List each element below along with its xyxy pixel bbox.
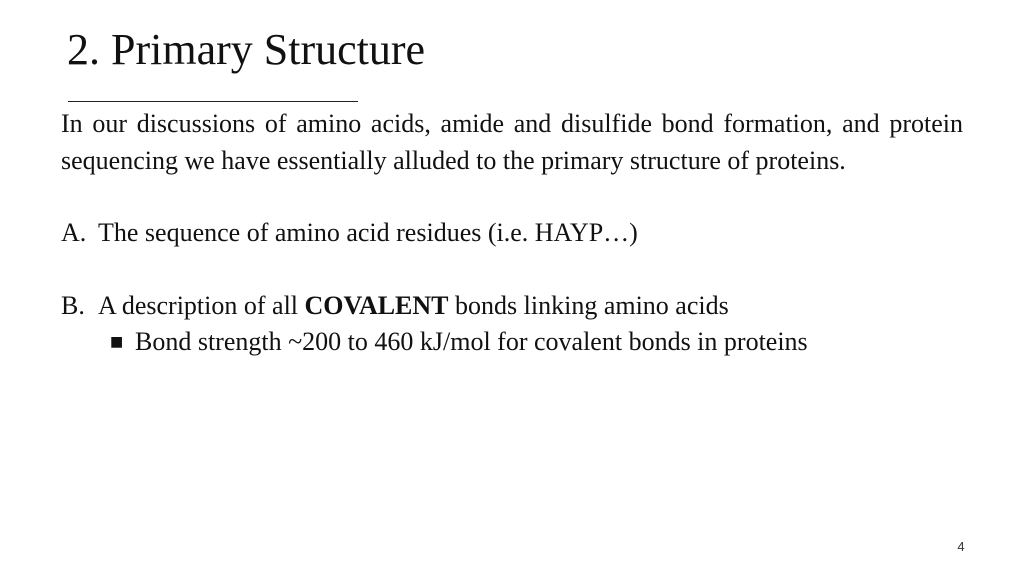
page-number: 4 (957, 539, 965, 554)
list-item-b (61, 288, 963, 325)
list-marker-a: A. (61, 218, 87, 247)
square-bullet-icon: ■ (110, 334, 124, 350)
list-text-a: The sequence of amino acid residues (i.e. HAYP…) (98, 218, 638, 247)
sub-bullet-text: Bond strength ~200 to 460 kJ/mol for covalent bonds in proteins (135, 327, 808, 356)
list-item-a (61, 215, 963, 252)
list-text-b-after: bonds linking amino acids (448, 290, 729, 320)
sub-bullet-item (110, 324, 963, 361)
intro-paragraph: In our discussions of amino acids, amide and disulfide bond formation, and protein sequencing we have essentially alluded to the primary structure of proteins. (61, 109, 963, 175)
covalent-emphasis: COVALENT (304, 290, 449, 320)
list-text-b (98, 288, 729, 325)
title-underline (68, 101, 358, 102)
list-text-b-before: A description of all (98, 290, 305, 320)
list-marker-b: B. (61, 290, 85, 320)
slide-body (61, 106, 963, 361)
slide-title: 2. Primary Structure (67, 25, 426, 74)
